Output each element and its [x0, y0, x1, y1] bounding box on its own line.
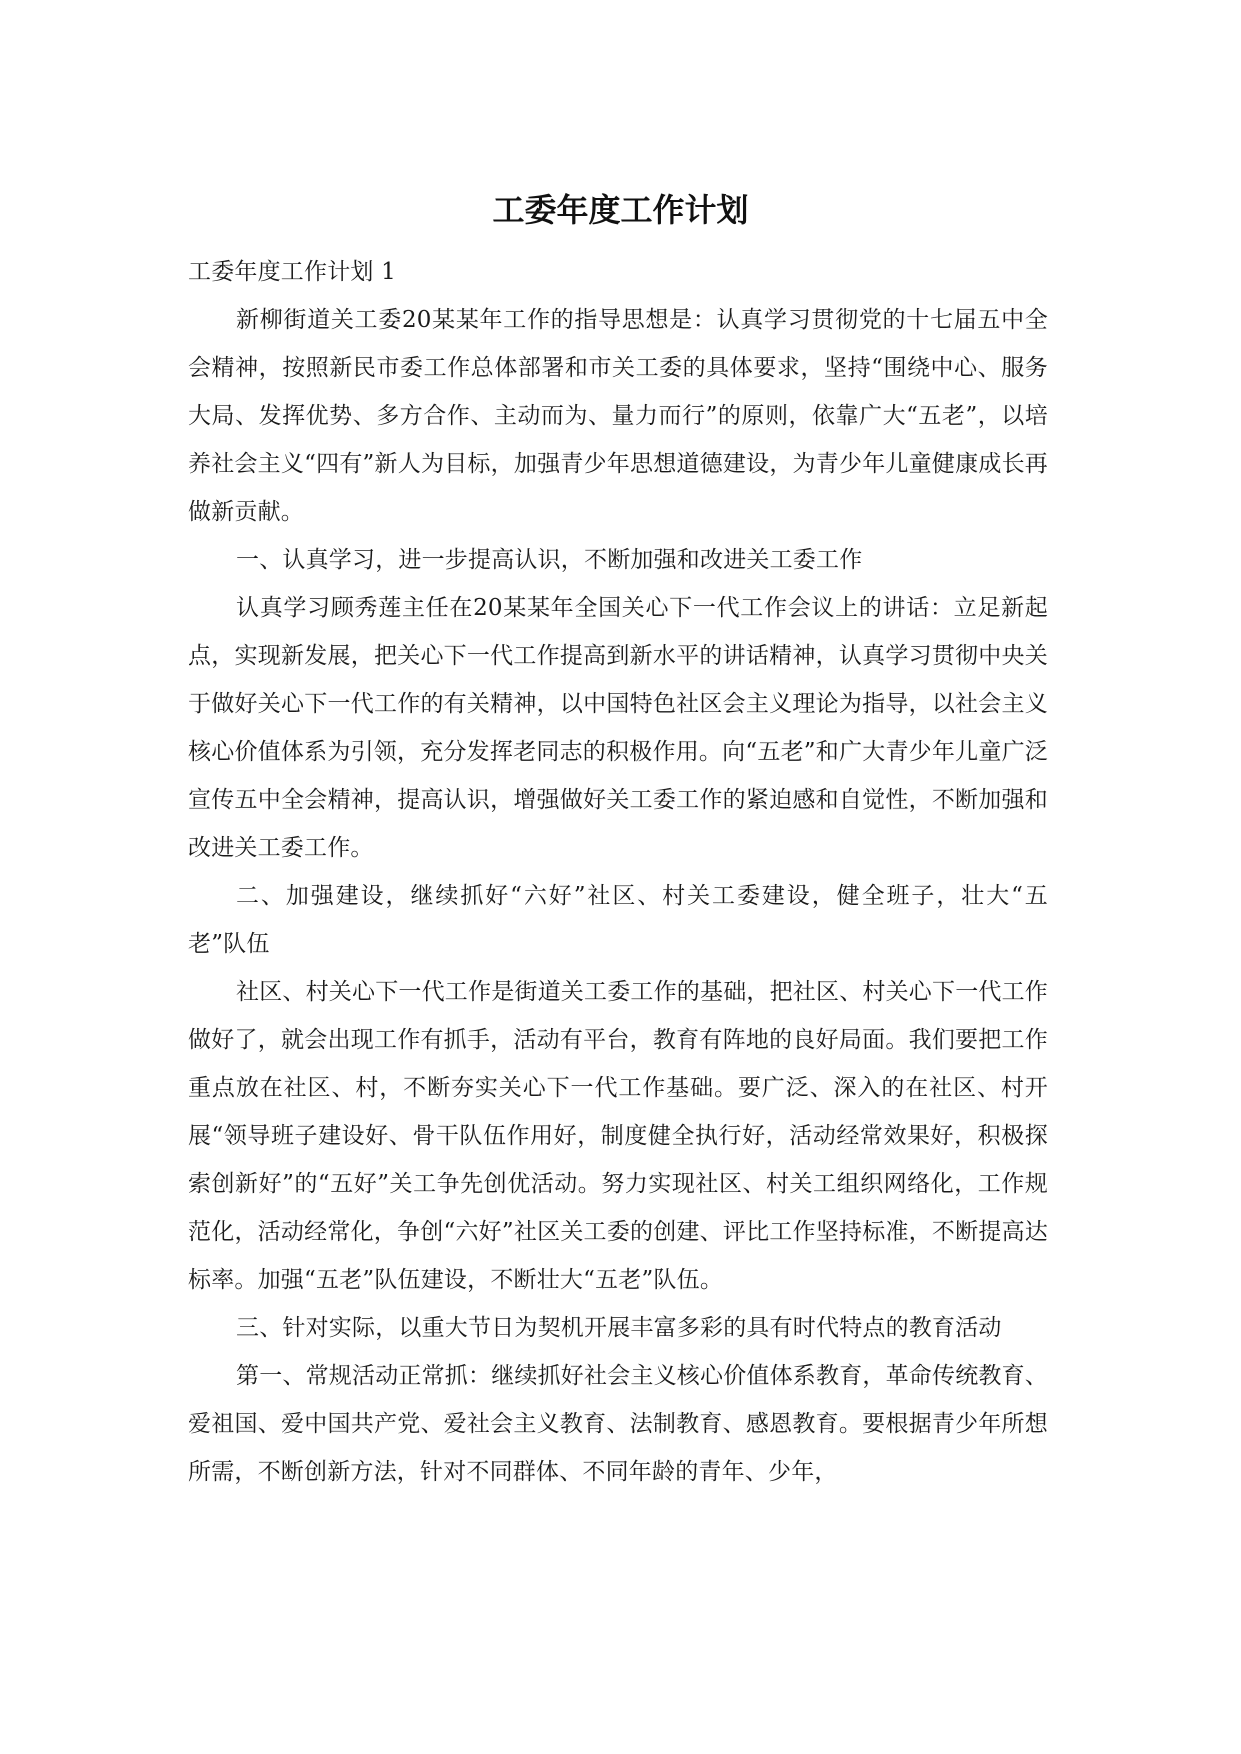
heading-section-3: 三、针对实际，以重大节日为契机开展丰富多彩的具有时代特点的教育活动 — [236, 1315, 1002, 1341]
section-subtitle: 工委年度工作计划 1 — [188, 259, 396, 285]
heading-section-1: 一、认真学习，进一步提高认识，不断加强和改进关工委工作 — [236, 547, 863, 573]
heading-section-2: 二、加强建设，继续抓好“六好”社区、村关工委建设，健全班子，壮大“五老”队伍 — [188, 883, 1048, 957]
document-title: 工委年度工作计划 — [492, 191, 749, 229]
paragraph-section-3-part-1: 第一、常规活动正常抓：继续抓好社会主义核心价值体系教育，革命传统教育、爱祖国、爱中国共产党、爱社会主义教育、法制教育、感恩教育。要根据青少年所想所需，不断创新方法，针对不同群体、不同年龄的青年、少年， — [188, 1363, 1048, 1485]
paragraph-section-1: 认真学习顾秀莲主任在20某某年全国关心下一代工作会议上的讲话：立足新起点，实现新发展，把关心下一代工作提高到新水平的讲话精神，认真学习贯彻中央关于做好关心下一代工作的有关精神，以中国特色社区会主义理论为指导，以社会主义核心价值体系为引领，充分发挥老同志的积极作用。向“五老”和广大青少年儿童广泛宣传五中全会精神，提高认识，增强做好关工委工作的紧迫感和自觉性，不断加强和改进关工委工作。 — [188, 595, 1048, 861]
paragraph-guiding-thought: 新柳街道关工委20某某年工作的指导思想是：认真学习贯彻党的十七届五中全会精神，按照新民市委工作总体部署和市关工委的具体要求，坚持“围绕中心、服务大局、发挥优势、多方合作、主动而为、量力而行”的原则，依靠广大“五老”，以培养社会主义“四有”新人为目标，加强青少年思想道德建设，为青少年儿童健康成长再做新贡献。 — [188, 307, 1048, 525]
paragraph-section-2: 社区、村关心下一代工作是街道关工委工作的基础，把社区、村关心下一代工作做好了，就会出现工作有抓手，活动有平台，教育有阵地的良好局面。我们要把工作重点放在社区、村，不断夯实关心下一代工作基础。要广泛、深入的在社区、村开展“领导班子建设好、骨干队伍作用好，制度健全执行好，活动经常效果好，积极探索创新好”的“五好”关工争先创优活动。努力实现社区、村关工组织网络化，工作规范化，活动经常化，争创“六好”社区关工委的创建、评比工作坚持标准，不断提高达标率。加强“五老”队伍建设，不断壮大“五老”队伍。 — [188, 979, 1048, 1293]
document-body — [188, 248, 1048, 1496]
